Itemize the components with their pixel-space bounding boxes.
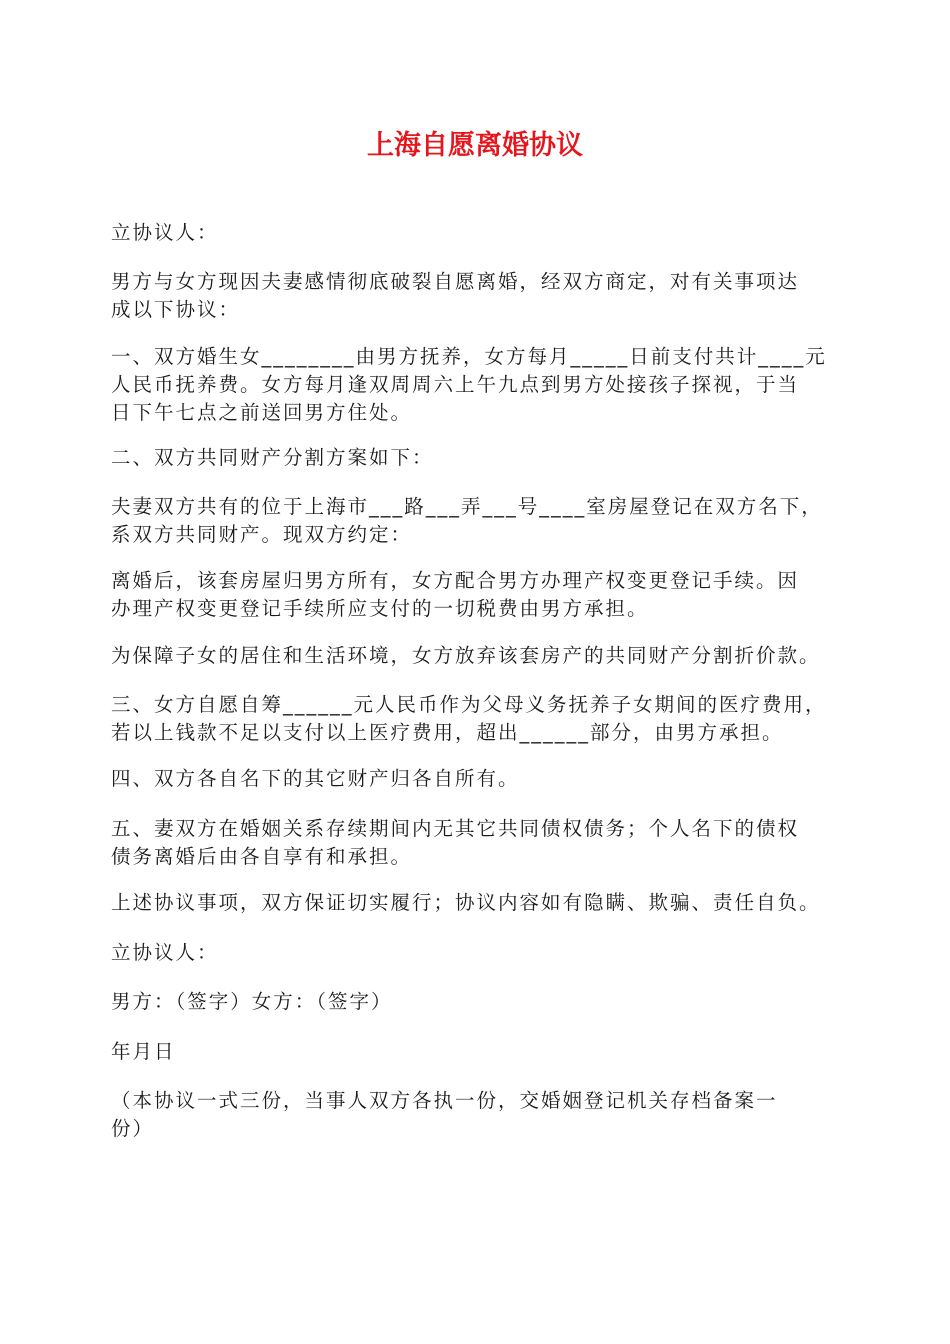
- paragraph-line: 日下午七点之前送回男方住处。: [111, 401, 413, 424]
- paragraph-line: 夫妻双方共有的位于上海市___路___弄___号____室房屋登记在双方名下，: [111, 495, 823, 518]
- paragraph-line: 人民币抚养费。女方每月逢双周周六上午九点到男方处接孩子探视，于当: [111, 373, 800, 396]
- paragraph-line: 系双方共同财产。现双方约定：: [111, 523, 413, 546]
- paragraph-line: 立协议人：: [111, 941, 219, 964]
- paragraph-date: [111, 1038, 851, 1066]
- paragraph-line: 为保障子女的居住和生活环境，女方放弃该套房产的共同财产分割折价款。: [111, 644, 821, 667]
- paragraph-waiver: [111, 642, 851, 670]
- paragraph-signatories: [111, 939, 851, 967]
- paragraph-clause-4: [111, 765, 851, 793]
- paragraph-line: 三、女方自愿自筹______元人民币作为父母义务抚养子女期间的医疗费用，: [111, 693, 827, 716]
- paragraph-clause-1: [111, 343, 851, 427]
- paragraph-line: 男方：（签字）女方：（签字）: [111, 990, 393, 1013]
- paragraph-line: 若以上钱款不足以支付以上医疗费用，超出______部分，由男方承担。: [111, 721, 784, 744]
- paragraph-line: 四、双方各自名下的其它财产归各自所有。: [111, 767, 520, 790]
- paragraph-line: 男方与女方现因夫妻感情彻底破裂自愿离婚，经双方商定，对有关事项达: [111, 270, 800, 293]
- paragraph-line: 二、双方共同财产分割方案如下：: [111, 446, 434, 469]
- paragraph-line: 成以下协议：: [111, 298, 241, 321]
- paragraph-line: 离婚后，该套房屋归男方所有，女方配合男方办理产权变更登记手续。因: [111, 569, 800, 592]
- paragraph-property-terms: [111, 567, 851, 623]
- paragraph-copies-note: [111, 1087, 851, 1143]
- paragraph-line: 份）: [111, 1117, 155, 1140]
- paragraph-commitment: [111, 889, 851, 917]
- paragraph-line: 立协议人：: [111, 221, 219, 244]
- paragraph-line: 上述协议事项，双方保证切实履行；协议内容如有隐瞒、欺骗、责任自负。: [111, 891, 821, 914]
- document-title: 上海自愿离婚协议: [367, 130, 583, 161]
- paragraph-intro: [111, 268, 851, 324]
- paragraph-line: 债务离婚后由各自享有和承担。: [111, 845, 413, 868]
- paragraph-line: （本协议一式三份，当事人双方各执一份，交婚姻登记机关存档备案一: [111, 1089, 778, 1112]
- paragraph-clause-3: [111, 691, 851, 747]
- paragraph-line: 年月日: [111, 1040, 176, 1063]
- paragraph-line: 办理产权变更登记手续所应支付的一切税费由男方承担。: [111, 597, 649, 620]
- paragraph-signatures: [111, 988, 851, 1016]
- paragraph-clause-5: [111, 815, 851, 871]
- paragraph-line: 五、妻双方在婚姻关系存续期间内无其它共同债权债务；个人名下的债权: [111, 817, 800, 840]
- paragraph-line: 一、双方婚生女________由男方抚养，女方每月_____日前支付共计____元: [111, 345, 827, 368]
- paragraph-property: [111, 493, 851, 549]
- paragraph-parties: [111, 219, 851, 247]
- paragraph-clause-2: [111, 444, 851, 472]
